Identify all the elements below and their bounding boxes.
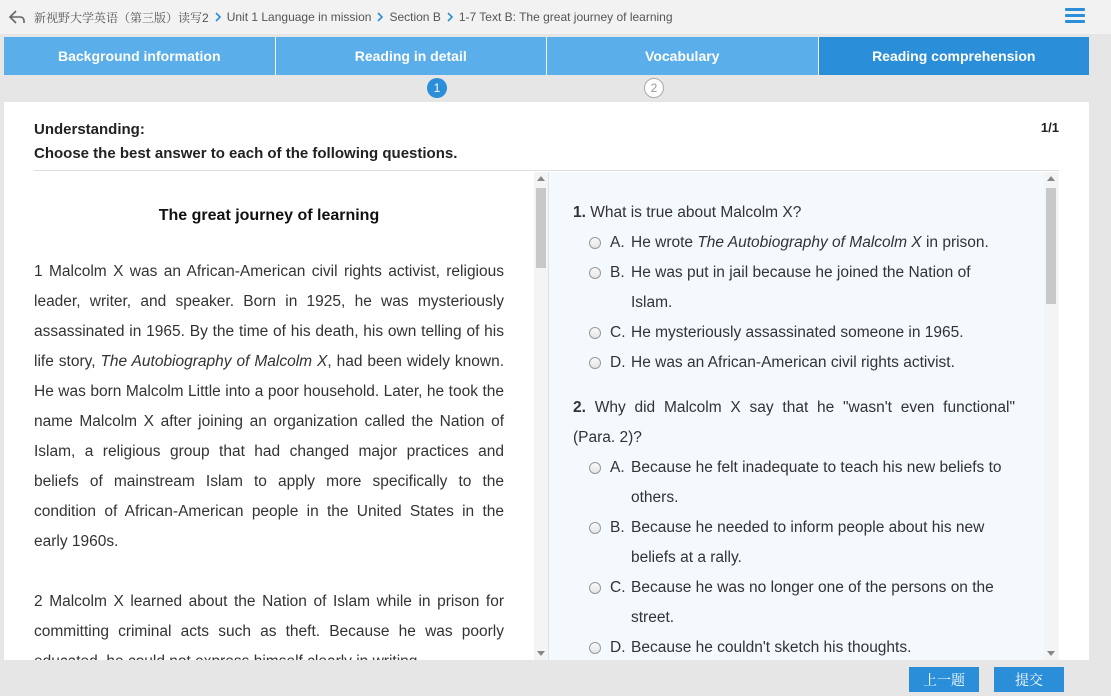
hamburger-menu-icon[interactable]	[1065, 8, 1085, 25]
radio-button[interactable]	[589, 462, 601, 474]
option-2d[interactable]: D. Because he couldn't sketch his thoughts.	[573, 633, 1015, 663]
option-2b[interactable]: B. Because he needed to inform people about his new beliefs at a rally.	[573, 513, 1015, 573]
radio-button[interactable]	[589, 267, 601, 279]
top-bar	[0, 0, 1111, 34]
tab-background-information[interactable]: Background information	[4, 37, 276, 75]
passage-paragraph-1: 1 Malcolm X was an African-American civil rights activist, religious leader, writer, and speaker. Born in 1925, he was mysteriously assassinated in 1965. By the time of his death, his own telling of his life story, The Autobiography of Malcolm X, had been widely known. He was born Malcolm Little into a poor household. Later, he took the name Malcolm X after joining an organization called the Nation of Islam, a religious group that had changed major practices and beliefs of mainstream Islam to apply more specifically to the condition of African-American people in the United States in the early 1960s.	[34, 263, 505, 550]
step-2[interactable]: 2	[644, 78, 664, 98]
scroll-down-arrow-icon[interactable]	[537, 651, 545, 656]
chevron-right-icon	[371, 11, 389, 23]
step-1[interactable]: 1	[427, 78, 447, 98]
tab-reading-comprehension[interactable]: Reading comprehension	[819, 37, 1090, 75]
passage-paragraph-2: 2 Malcolm X learned about the Nation of Islam while in prison for committing criminal acts such as theft. Because he was poorly	[34, 593, 504, 640]
radio-button[interactable]	[589, 582, 601, 594]
instructions	[34, 118, 457, 166]
passage-title: The great journey of learning	[158, 207, 380, 224]
scroll-up-arrow-icon[interactable]	[1047, 176, 1055, 181]
question-1	[573, 198, 1015, 378]
question-2	[573, 393, 1015, 663]
instructions-text: Choose the best answer to each of the following questions.	[34, 145, 458, 162]
bottom-bar	[0, 660, 1111, 696]
scroll-up-arrow-icon[interactable]	[537, 176, 545, 181]
radio-button[interactable]	[589, 522, 601, 534]
questions-pane[interactable]	[548, 172, 1059, 660]
tab-vocabulary[interactable]: Vocabulary	[547, 37, 819, 75]
section-tabs	[4, 37, 1089, 75]
radio-button[interactable]	[589, 642, 601, 654]
tab-reading-in-detail[interactable]: Reading in detail	[276, 37, 548, 75]
option-1a[interactable]: A. He wrote The Autobiography of Malcolm X in prison.	[573, 228, 1015, 258]
questions-scrollbar[interactable]	[1044, 172, 1058, 660]
scroll-down-arrow-icon[interactable]	[1047, 651, 1055, 656]
submit-button[interactable]: 提交	[994, 667, 1064, 692]
option-1b[interactable]: B. He was put in jail because he joined the Nation of Islam.	[573, 258, 1015, 318]
radio-button[interactable]	[589, 357, 601, 369]
chevron-right-icon	[209, 11, 227, 23]
questions-scroll-thumb[interactable]	[1046, 188, 1056, 304]
instructions-heading: Understanding:	[34, 121, 145, 138]
exercise-card	[4, 102, 1089, 660]
back-arrow-icon[interactable]	[0, 0, 34, 34]
passage-scroll-thumb[interactable]	[536, 188, 546, 268]
passage-pane[interactable]	[34, 172, 548, 660]
breadcrumb-unit[interactable]: Unit 1 Language in mission	[226, 10, 372, 24]
divider	[34, 170, 1059, 171]
breadcrumb-section[interactable]: Section B	[389, 10, 441, 24]
breadcrumb	[34, 9, 673, 26]
option-2c[interactable]: C. Because he was no longer one of the persons on the street.	[573, 573, 1015, 633]
radio-button[interactable]	[589, 237, 601, 249]
chevron-right-icon	[441, 11, 459, 23]
option-2a[interactable]: A. Because he felt inadequate to teach his new beliefs to others.	[573, 453, 1015, 513]
question-stem: 1. What is true about Malcolm X?	[573, 204, 802, 221]
breadcrumb-course[interactable]: 新视野大学英语（第三版）读写2	[34, 10, 209, 25]
question-stem: 2. Why did Malcolm X say that he "wasn't even functional" (Para. 2)?	[573, 399, 1015, 446]
radio-button[interactable]	[589, 327, 601, 339]
passage-scrollbar[interactable]	[534, 172, 548, 660]
step-indicators	[0, 78, 1111, 100]
option-1c[interactable]: C. He mysteriously assassinated someone in 1965.	[573, 318, 1015, 348]
question-counter: 1/1	[1040, 120, 1059, 135]
option-1d[interactable]: D. He was an African-American civil rights activist.	[573, 348, 1015, 378]
previous-question-button[interactable]: 上一题	[909, 667, 979, 692]
breadcrumb-current: 1-7 Text B: The great journey of learning	[458, 10, 673, 24]
